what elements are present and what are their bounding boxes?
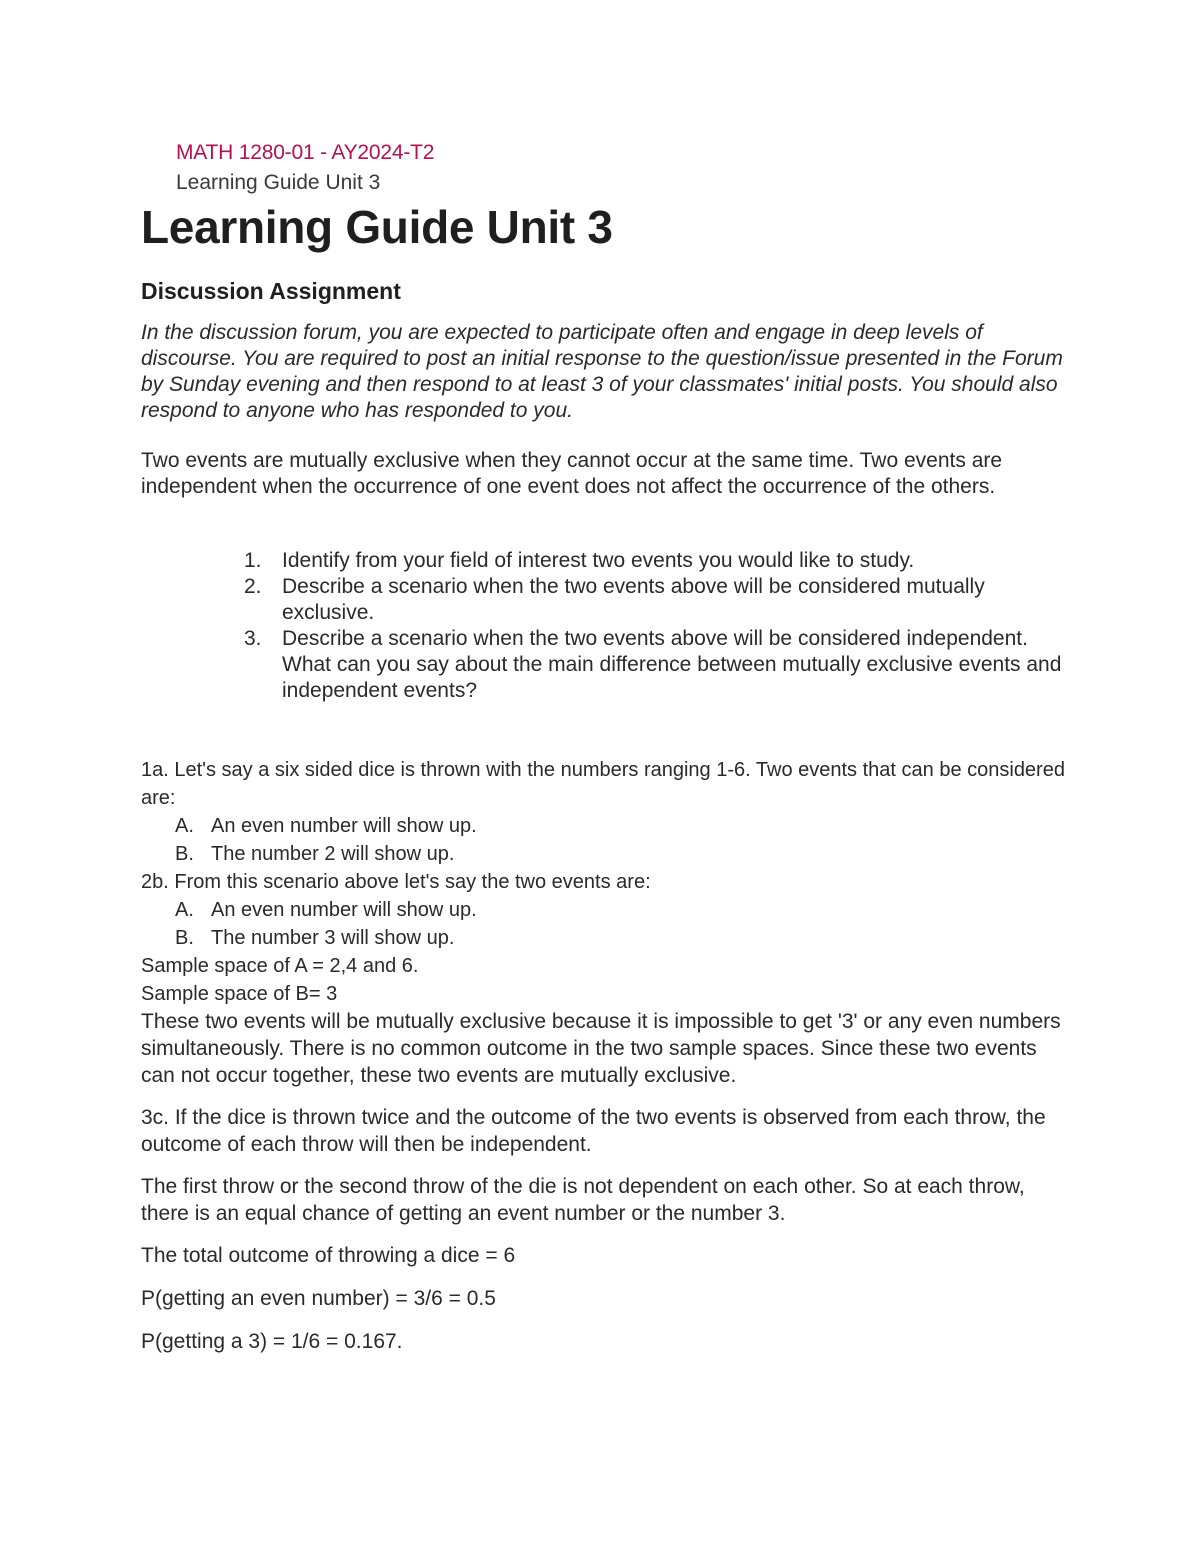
sample-space-b: Sample space of B= 3 <box>141 983 338 1005</box>
answer-part2-intro: 2b. From this scenario above let's say the two events are: <box>141 871 651 893</box>
course-link[interactable]: MATH 1280-01 - AY2024-T2 <box>176 141 435 164</box>
event-item <box>141 812 1071 840</box>
question-item <box>244 574 1064 626</box>
answer-part3-intro: 3c. If the dice is thrown twice and the outcome of the two events is observed from each throw, the outcome of each throw will then be independent. <box>141 1106 1046 1156</box>
event-marker: A. <box>175 815 194 837</box>
question-marker: 3. <box>244 627 262 650</box>
intro-paragraph: Two events are mutually exclusive when they cannot occur at the same time. Two events are independent when the occurrence of one event does not affect the occurrence of the others. <box>141 449 1003 498</box>
answer-section <box>141 756 1071 1355</box>
event-item <box>141 896 1071 924</box>
answer-part3-detail: The first throw or the second throw of the die is not dependent on each other. So at each throw, there is an equal chance of getting an event number or the number 3. <box>141 1175 1025 1225</box>
question-text: Describe a scenario when the two events above will be considered mutually exclusive. <box>282 575 985 624</box>
question-marker: 1. <box>244 549 262 572</box>
question-list <box>244 548 1064 704</box>
probability-even: P(getting an even number) = 3/6 = 0.5 <box>141 1287 496 1310</box>
section-heading: Discussion Assignment <box>141 278 401 304</box>
event-marker: B. <box>175 927 194 949</box>
part1-event-list <box>141 812 1071 868</box>
event-text: An even number will show up. <box>211 899 477 921</box>
event-text: An even number will show up. <box>211 815 477 837</box>
event-item <box>141 840 1071 868</box>
question-marker: 2. <box>244 575 262 598</box>
breadcrumb-current: Learning Guide Unit 3 <box>176 171 381 194</box>
question-text: Identify from your field of interest two events you would like to study. <box>282 549 915 572</box>
sample-space-a: Sample space of A = 2,4 and 6. <box>141 955 419 977</box>
event-marker: B. <box>175 843 194 865</box>
total-outcome: The total outcome of throwing a dice = 6 <box>141 1244 516 1267</box>
instructions-paragraph: In the discussion forum, you are expected to participate often and engage in deep levels of discourse. You are required to post an initial response to the question/issue presented in the Forum by Sunday evening and then respond to at least 3 of your classmates' initial posts. You should also respond to anyone who has responded to you. <box>141 321 1063 422</box>
event-text: The number 2 will show up. <box>211 843 455 865</box>
part2-event-list <box>141 896 1071 952</box>
answer-part1-intro: 1a. Let's say a six sided dice is thrown with the numbers ranging 1-6. Two events that can be considered are: <box>141 759 1065 809</box>
question-item <box>244 548 1064 574</box>
event-marker: A. <box>175 899 194 921</box>
probability-three: P(getting a 3) = 1/6 = 0.167. <box>141 1330 403 1353</box>
question-text: Describe a scenario when the two events above will be considered independent. What can you say about the main difference between mutually exclusive events and independent events? <box>282 627 1062 702</box>
exclusive-explanation: These two events will be mutually exclusive because it is impossible to get '3' or any even numbers simultaneously. There is no common outcome in the two sample spaces. Since these two events can not occur together, these two events are mutually exclusive. <box>141 1010 1061 1087</box>
question-item <box>244 626 1064 704</box>
page-title: Learning Guide Unit 3 <box>141 201 613 253</box>
event-text: The number 3 will show up. <box>211 927 455 949</box>
event-item <box>141 924 1071 952</box>
